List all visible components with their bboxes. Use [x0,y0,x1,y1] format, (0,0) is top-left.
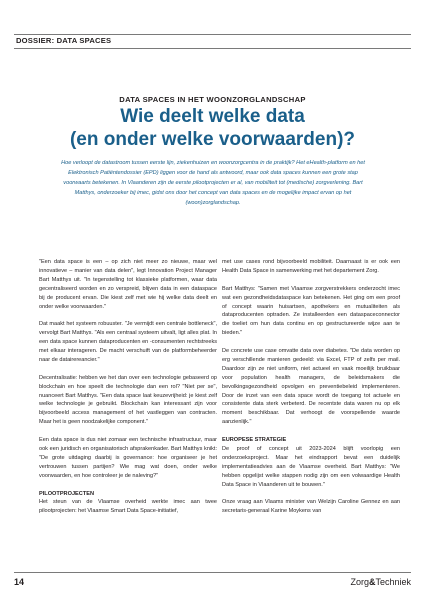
logo-part-1: Zorg [350,577,369,587]
subheading-europese-strategie: EUROPESE STRATEGIE [222,437,287,444]
article-title-line-2: (en onder welke voorwaarden)? [69,129,356,150]
logo-ampersand: & [368,577,376,587]
body-paragraph: De proof of concept uit 2023-2024 blijft voorlopig een onderzoeksproject. Maar het eindrapport bevat een duidelijk implementatieadvies aan de Vlaamse overheid. Bart Matthys: "We hebben opgelijst welke stappen nodig zijn om een volwaardige Health Data Space in Vlaanderen uit te bouwen." [222,445,400,488]
body-paragraph: Het steun van de Vlaamse overheid werkte imec aan twee pilootprojecten: het Vlaamse Smart Data Space-initiatief, [39,499,217,515]
section-label: DOSSIER: DATA SPACES [16,36,112,45]
left-column [39,258,217,525]
publication-logo [350,577,411,587]
right-column [222,258,400,525]
section-header-bar [14,34,411,49]
article-kicker: DATA SPACES IN HET WOONZORGLANDSCHAP [119,95,306,104]
body-paragraph: Decentralisatie: hebben we het dan over een technologie gebaseerd op blockchain en hoe speelt die technologie dan een rol? "Niet per se", nuanceert Bart Matthys. "Een data space laat keuzevrijheid: je kiest zelf welke technologie je gebruikt. Blockchain kan interessant zijn voor bijvoorbeeld access management of het vastleggen van contracten. Maar het is geen noodzakelijke component." [39,374,217,426]
page-number: 14 [14,577,25,587]
article-title-line-1: Wie deelt welke data [120,106,305,127]
body-paragraph: Een data space is dus niet zomaar een technische infrastructuur, maar ook een juridisch en organisatorisch afsprakenkader. Bart Matthys knikt: "De grote uitdaging daarbij is governance: hoe organiseer je het vertrouwen tussen partijen? Wie mag wat doen, onder welke voorwaarden, en hoe controleer je de naleving?" [39,437,217,479]
body-paragraph: met use cases rond bijvoorbeeld mobiliteit. Daarnaast is er ook een Health Data Space in samenwerking met het departement Zorg. [222,259,400,274]
subheading-pilootprojecten: PILOOTPROJECTEN [39,490,95,497]
body-paragraph: De concrete use case omvatte data over diabetes. "De data worden op erg verschillende manieren gedeeld: via Excel, FTP of zelfs per mail. Daardoor zijn ze niet uniform, niet actueel en vaak moeilijk bruikbaar voor population health managers, de beleidsmakers die bevolkingsgezondheid opvolgen en preventiebeleid implementeren. Door de inzet van een data space wordt de toegang tot actuele en consistente data sterk verbeterd. De recentste data waren nu op elk moment beschikbaar. Dat verhoogt de voorspellende waarde aanzienlijk." [222,348,400,426]
article-intro: Hoe verloopt de datastroom tussen eerste lijn, ziekenhuizen en woonzorgcentra in de praktijk? Het eHealth-platform en het Elektronisch Patiëntendossier (EPD) liggen voor de hand als antwoord, maar ook data spaces kunnen een grote stap voorwaarts betekenen. In Vlaanderen zijn de eerste pilootprojecten er al, van mobiliteit tot (medische) zorgverlening. Bart Matthys, onderzoeker bij imec, gidst ons door het concept van data spaces en de mogelijke impact ervan op het (woon)zorglandschap. [61,160,365,206]
logo-part-2: Techniek [375,577,411,587]
body-paragraph: Onze vraag aan Vlaams minister van Welzijn Caroline Gennez en aan secretaris-generaal Karine Moykens van [222,499,400,515]
body-paragraph: "Een data space is een – op zich niet meer zo nieuwe, maar wel innovatieve – manier van data delen", legt Innovation Project Manager Bart Matthys uit. "In tegenstelling tot klassieke platformen, waar data gecentraliseerd worden en zo verspreid, blijven data in een dataspace bij de producent ervan. Die kiest zelf met wie hij welke data deelt en onder welke voorwaarden." [39,259,217,310]
footer-rule [14,572,411,573]
body-paragraph: Dat maakt het systeem robuuster. "Je vermijdt een centrale bottleneck", vervolgt Bart Matthys. "Als een centraal systeem uitvalt, ligt alles plat. In een data space kunnen dataproducenten en -consumenten rechtstreeks met elkaar interageren. De macht verschuift van de platformbeheerder naar de datairereancier." [39,321,217,363]
article-title [0,105,425,151]
body-paragraph: Bart Matthys: "Samen met Vlaamse zorgverstrekkers onderzocht imec wat een gezondheidsdataspace kan betekenen. Het ging om een proof of concept waarin huisartsen, apothekers en mutualiteiten als dataproducenten optraden. Ze installeerden een dataspaceconnector die toeliet om hun data continu en op gestructureerde wijze aan te bieden." [222,285,400,337]
